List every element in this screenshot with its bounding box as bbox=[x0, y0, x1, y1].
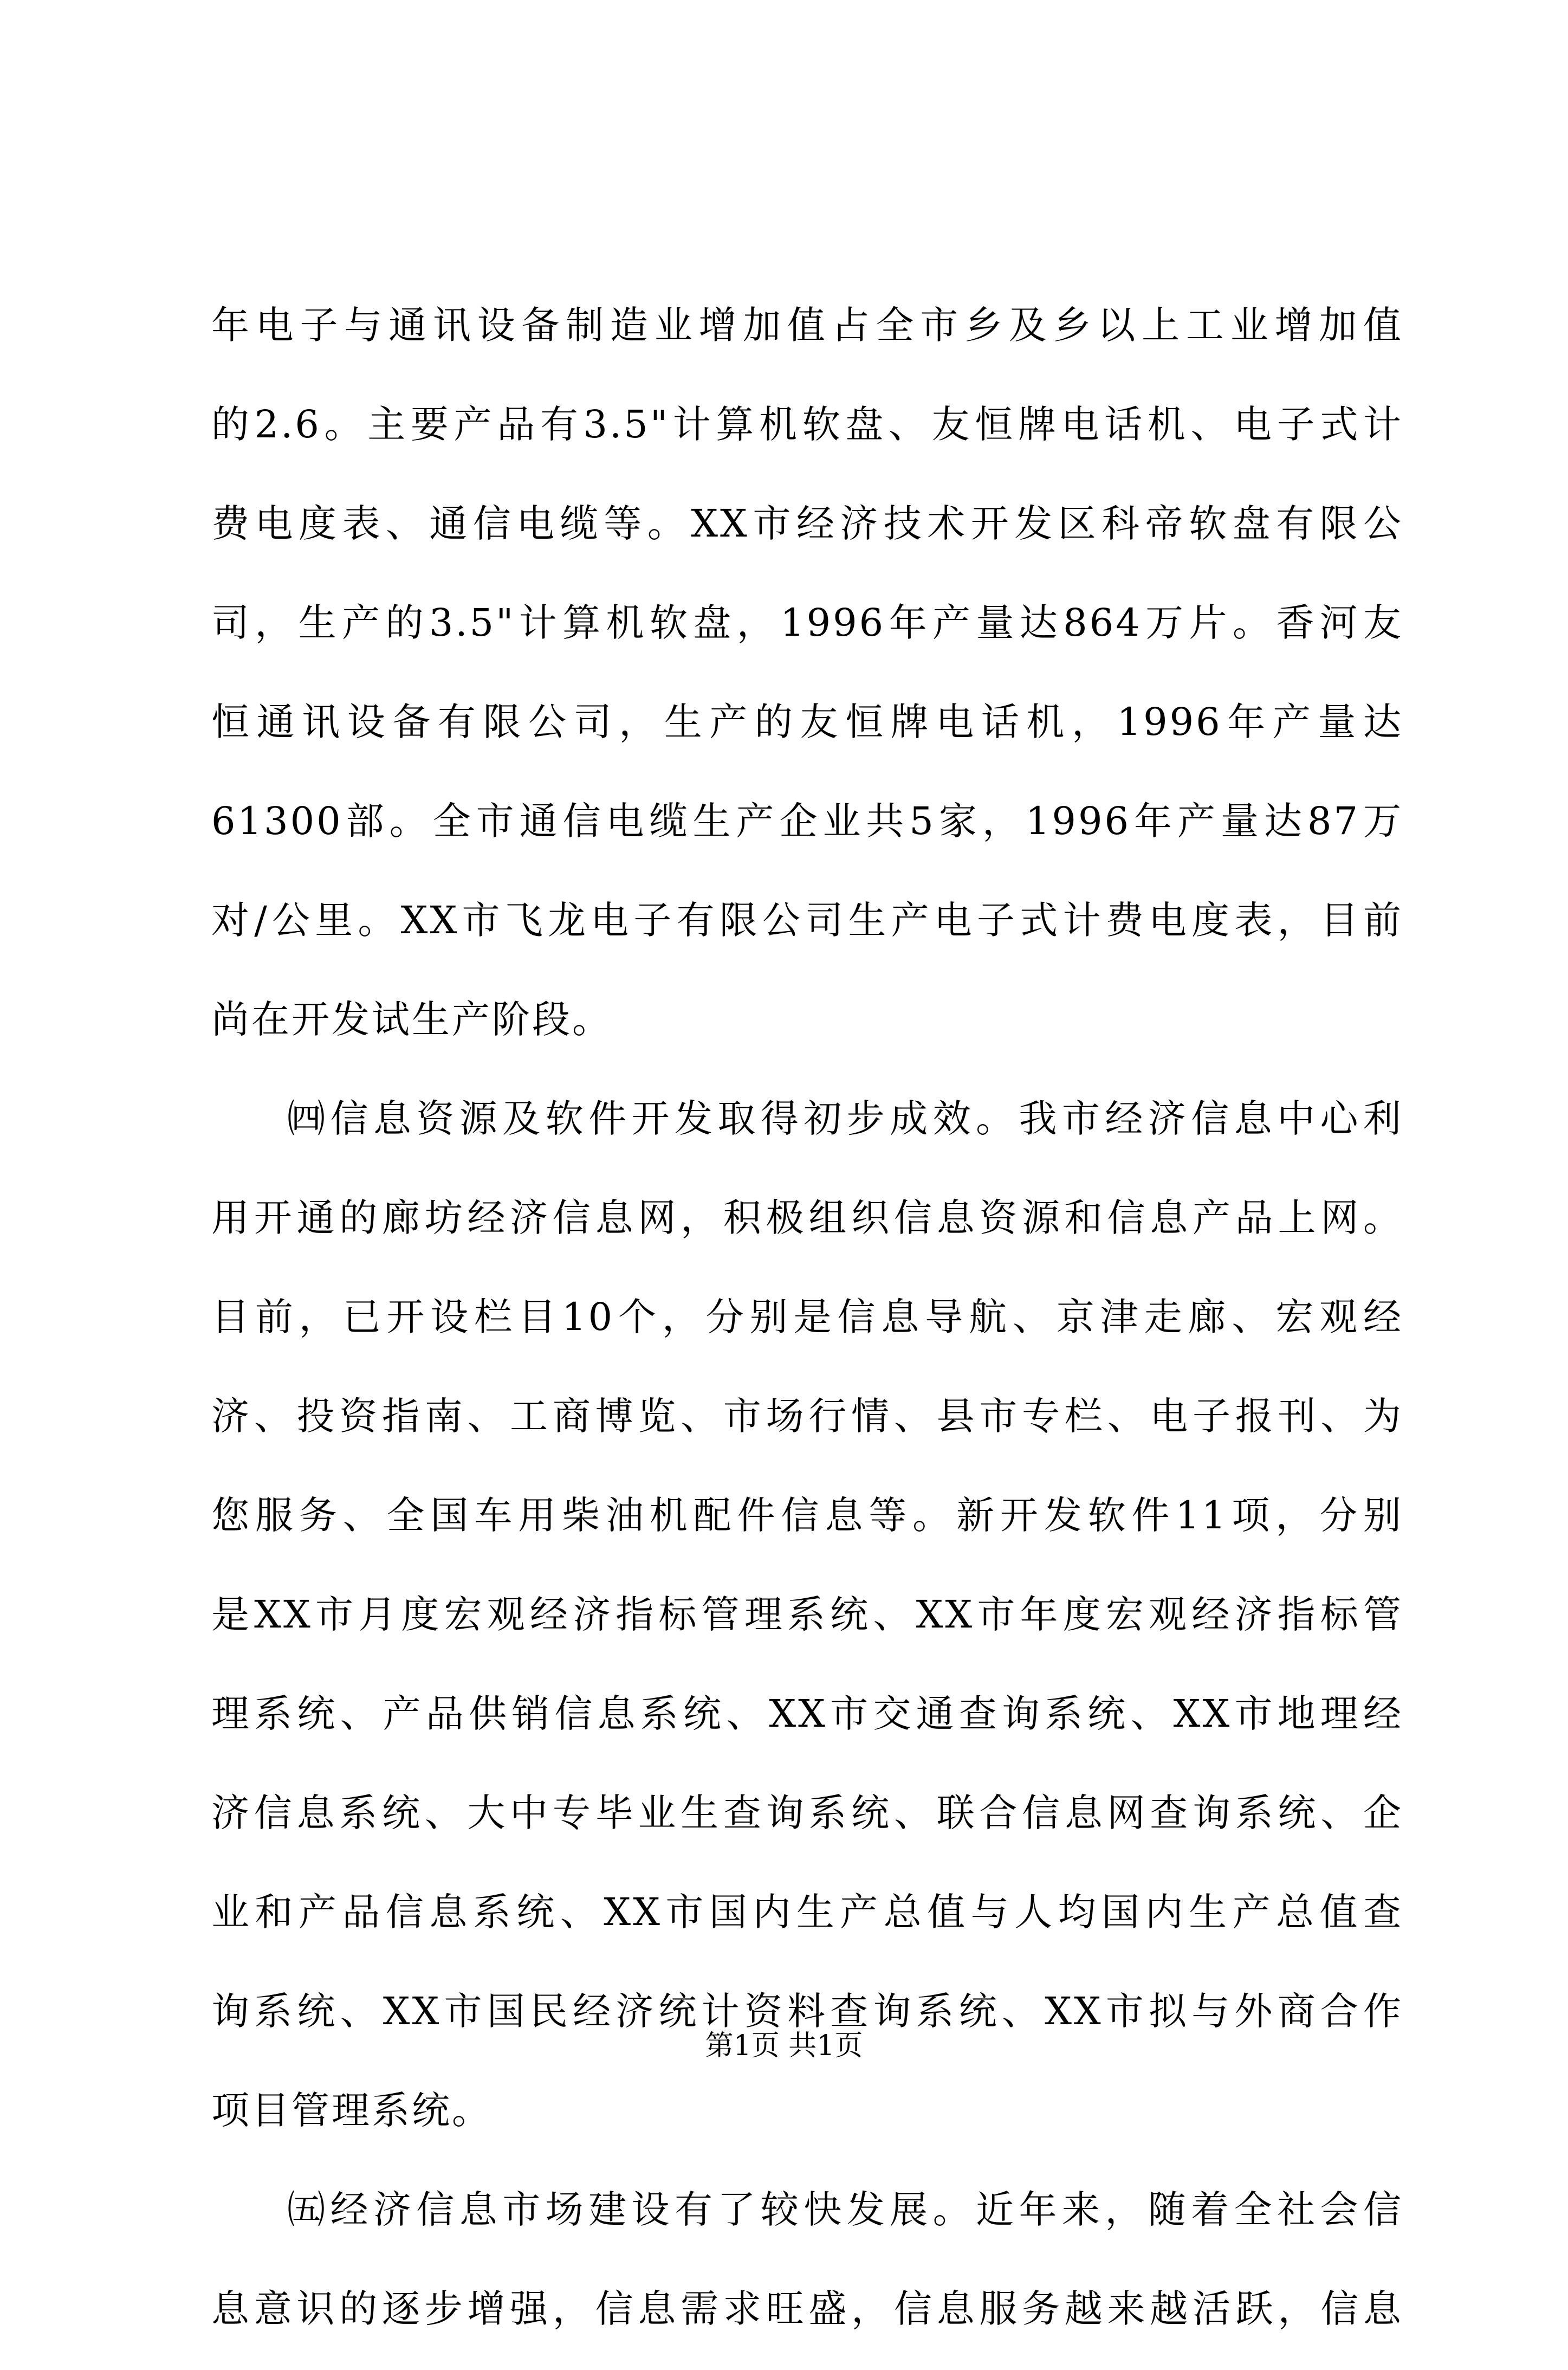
text-line: 济信息系统、大中专毕业生查询系统、联合信息网查询系统、企 bbox=[211, 1791, 1403, 1835]
text-line: 项目管理系统。 bbox=[211, 2088, 492, 2133]
paragraph-heading-line: ㈤经济信息市场建设有了较快发展。近年来，随着全社会信 bbox=[287, 2187, 1403, 2232]
page-footer: 第1页 共1页 bbox=[705, 2030, 863, 2062]
text-line: 业和产品信息系统、XX市国内生产总值与人均国内生产总值查 bbox=[211, 1890, 1403, 1934]
text-line: 对/公里。XX市飞龙电子有限公司生产电子式计费电度表，目前 bbox=[211, 898, 1403, 942]
text-line: 恒通讯设备有限公司，生产的友恒牌电话机，1996年产量达 bbox=[211, 700, 1403, 744]
text-line: 司，生产的3.5"计算机软盘，1996年产量达864万片。香河友 bbox=[211, 600, 1403, 645]
text-line: 目前，已开设栏目10个，分别是信息导航、京津走廊、宏观经 bbox=[211, 1295, 1403, 1339]
text-line: 尚在开发试生产阶段。 bbox=[211, 997, 612, 1042]
text-line: 用开通的廊坊经济信息网，积极组织信息资源和信息产品上网。 bbox=[211, 1196, 1403, 1240]
text-line: 理系统、产品供销信息系统、XX市交通查询系统、XX市地理经 bbox=[211, 1691, 1403, 1736]
text-line: 年电子与通讯设备制造业增加值占全市乡及乡以上工业增加值 bbox=[211, 303, 1403, 347]
text-line: 61300部。全市通信电缆生产企业共5家，1996年产量达87万 bbox=[211, 799, 1403, 843]
text-line: 费电度表、通信电缆等。XX市经济技术开发区科帝软盘有限公 bbox=[211, 501, 1403, 546]
text-line: 您服务、全国车用柴油机配件信息等。新开发软件11项，分别 bbox=[211, 1493, 1403, 1538]
text-line: 息意识的逐步增强，信息需求旺盛，信息服务越来越活跃，信息 bbox=[211, 2287, 1403, 2331]
text-line: 济、投资指南、工商博览、市场行情、县市专栏、电子报刊、为 bbox=[211, 1394, 1403, 1438]
text-line: 询系统、XX市国民经济统计资料查询系统、XX市拟与外商合作 bbox=[211, 1989, 1403, 2033]
paragraph-heading-line: ㈣信息资源及软件开发取得初步成效。我市经济信息中心利 bbox=[287, 1096, 1403, 1141]
text-line: 是XX市月度宏观经济指标管理系统、XX市年度宏观经济指标管 bbox=[211, 1592, 1403, 1637]
text-line: 的2.6。主要产品有3.5"计算机软盘、友恒牌电话机、电子式计 bbox=[211, 402, 1403, 447]
